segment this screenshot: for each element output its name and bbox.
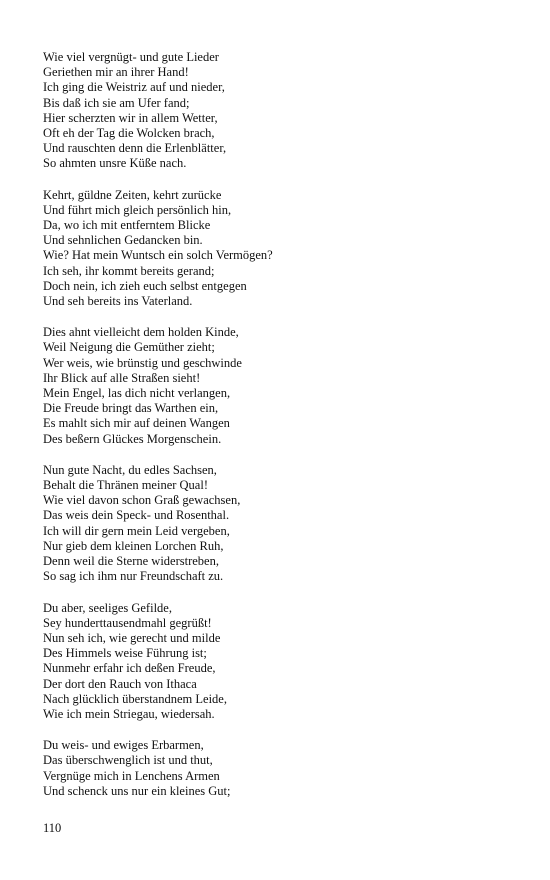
verse-line: So sag ich ihm nur Freundschaft zu. xyxy=(43,569,224,584)
verse-line: Und schenck uns nur ein kleines Gut; xyxy=(43,783,231,798)
verse-line: Und sehnlichen Gedancken bin. xyxy=(43,233,203,248)
verse-line: Wie viel vergnügt- und gute Lieder xyxy=(43,50,219,64)
stanza-2 xyxy=(43,188,523,310)
verse-line: Des Himmels weise Führung ist; xyxy=(43,646,207,661)
verse-line: Das weis dein Speck- und Rosenthal. xyxy=(43,508,230,523)
verse-line: Denn weil die Sterne widerstreben, xyxy=(43,554,219,569)
verse-line: Weil Neigung die Gemüther zieht; xyxy=(43,340,215,355)
stanza-1 xyxy=(43,50,523,172)
verse-line: Ich ging die Weistriz auf und nieder, xyxy=(43,80,225,95)
verse-line: Du aber, seeliges Gefilde, xyxy=(43,600,172,615)
verse-line: Ihr Blick auf alle Straßen sieht! xyxy=(43,370,201,385)
verse-line: Bis daß ich sie am Ufer fand; xyxy=(43,95,190,110)
verse-line: Doch nein, ich zieh euch selbst entgegen xyxy=(43,278,247,293)
verse-line: Behalt die Thränen meiner Qual! xyxy=(43,478,208,493)
verse-line: Nun seh ich, wie gerecht und milde xyxy=(43,630,221,645)
verse-line: Mein Engel, las dich nicht verlangen, xyxy=(43,386,231,401)
verse-line: Wie? Hat mein Wuntsch ein solch Vermögen? xyxy=(43,248,273,263)
stanza-3 xyxy=(43,325,523,447)
verse-line: Nach glücklich überstandnem Leide, xyxy=(43,691,227,706)
verse-line: Es mahlt sich mir auf deinen Wangen xyxy=(43,416,230,431)
verse-line: Ich seh, ihr kommt bereits gerand; xyxy=(43,263,215,278)
verse-line: Wer weis, wie brünstig und geschwinde xyxy=(43,355,242,370)
verse-line: Du weis- und ewiges Erbarmen, xyxy=(43,738,204,753)
verse-line: Kehrt, güldne Zeiten, kehrt zurücke xyxy=(43,187,222,202)
stanza-5 xyxy=(43,601,523,723)
verse-line: Und führt mich gleich persönlich hin, xyxy=(43,202,232,217)
page-number: 110 xyxy=(43,821,62,835)
verse-line: Nunmehr erfahr ich deßen Freude, xyxy=(43,661,216,676)
verse-line: Da, wo ich mit entferntem Blicke xyxy=(43,218,211,233)
verse-line: Ich will dir gern mein Leid vergeben, xyxy=(43,523,230,538)
verse-line: Nur gieb dem kleinen Lorchen Ruh, xyxy=(43,538,224,553)
verse-line: Vergnüge mich in Lenchens Armen xyxy=(43,768,220,783)
verse-line: Nun gute Nacht, du edles Sachsen, xyxy=(43,462,217,477)
verse-line: Hier scherzten wir in allem Wetter, xyxy=(43,110,218,125)
verse-line: So ahmten unsre Küße nach. xyxy=(43,156,187,171)
verse-line: Wie viel davon schon Graß gewachsen, xyxy=(43,493,241,508)
verse-line: Geriethen mir an ihrer Hand! xyxy=(43,65,189,80)
poem-body xyxy=(43,50,523,815)
verse-line: Und seh bereits ins Vaterland. xyxy=(43,294,193,309)
stanza-6 xyxy=(43,738,523,799)
verse-line: Des beßern Glückes Morgenschein. xyxy=(43,431,222,446)
verse-line: Wie ich mein Striegau, wiedersah. xyxy=(43,706,215,721)
verse-line: Oft eh der Tag die Wolcken brach, xyxy=(43,126,215,141)
verse-line: Das überschwenglich ist und thut, xyxy=(43,753,213,768)
verse-line: Die Freude bringt das Warthen ein, xyxy=(43,401,219,416)
verse-line: Der dort den Rauch von Ithaca xyxy=(43,676,197,691)
verse-line: Und rauschten denn die Erlenblätter, xyxy=(43,141,227,156)
verse-line: Sey hunderttausendmahl gegrüßt! xyxy=(43,615,212,630)
verse-line: Dies ahnt vielleicht dem holden Kinde, xyxy=(43,325,239,340)
stanza-4 xyxy=(43,463,523,585)
